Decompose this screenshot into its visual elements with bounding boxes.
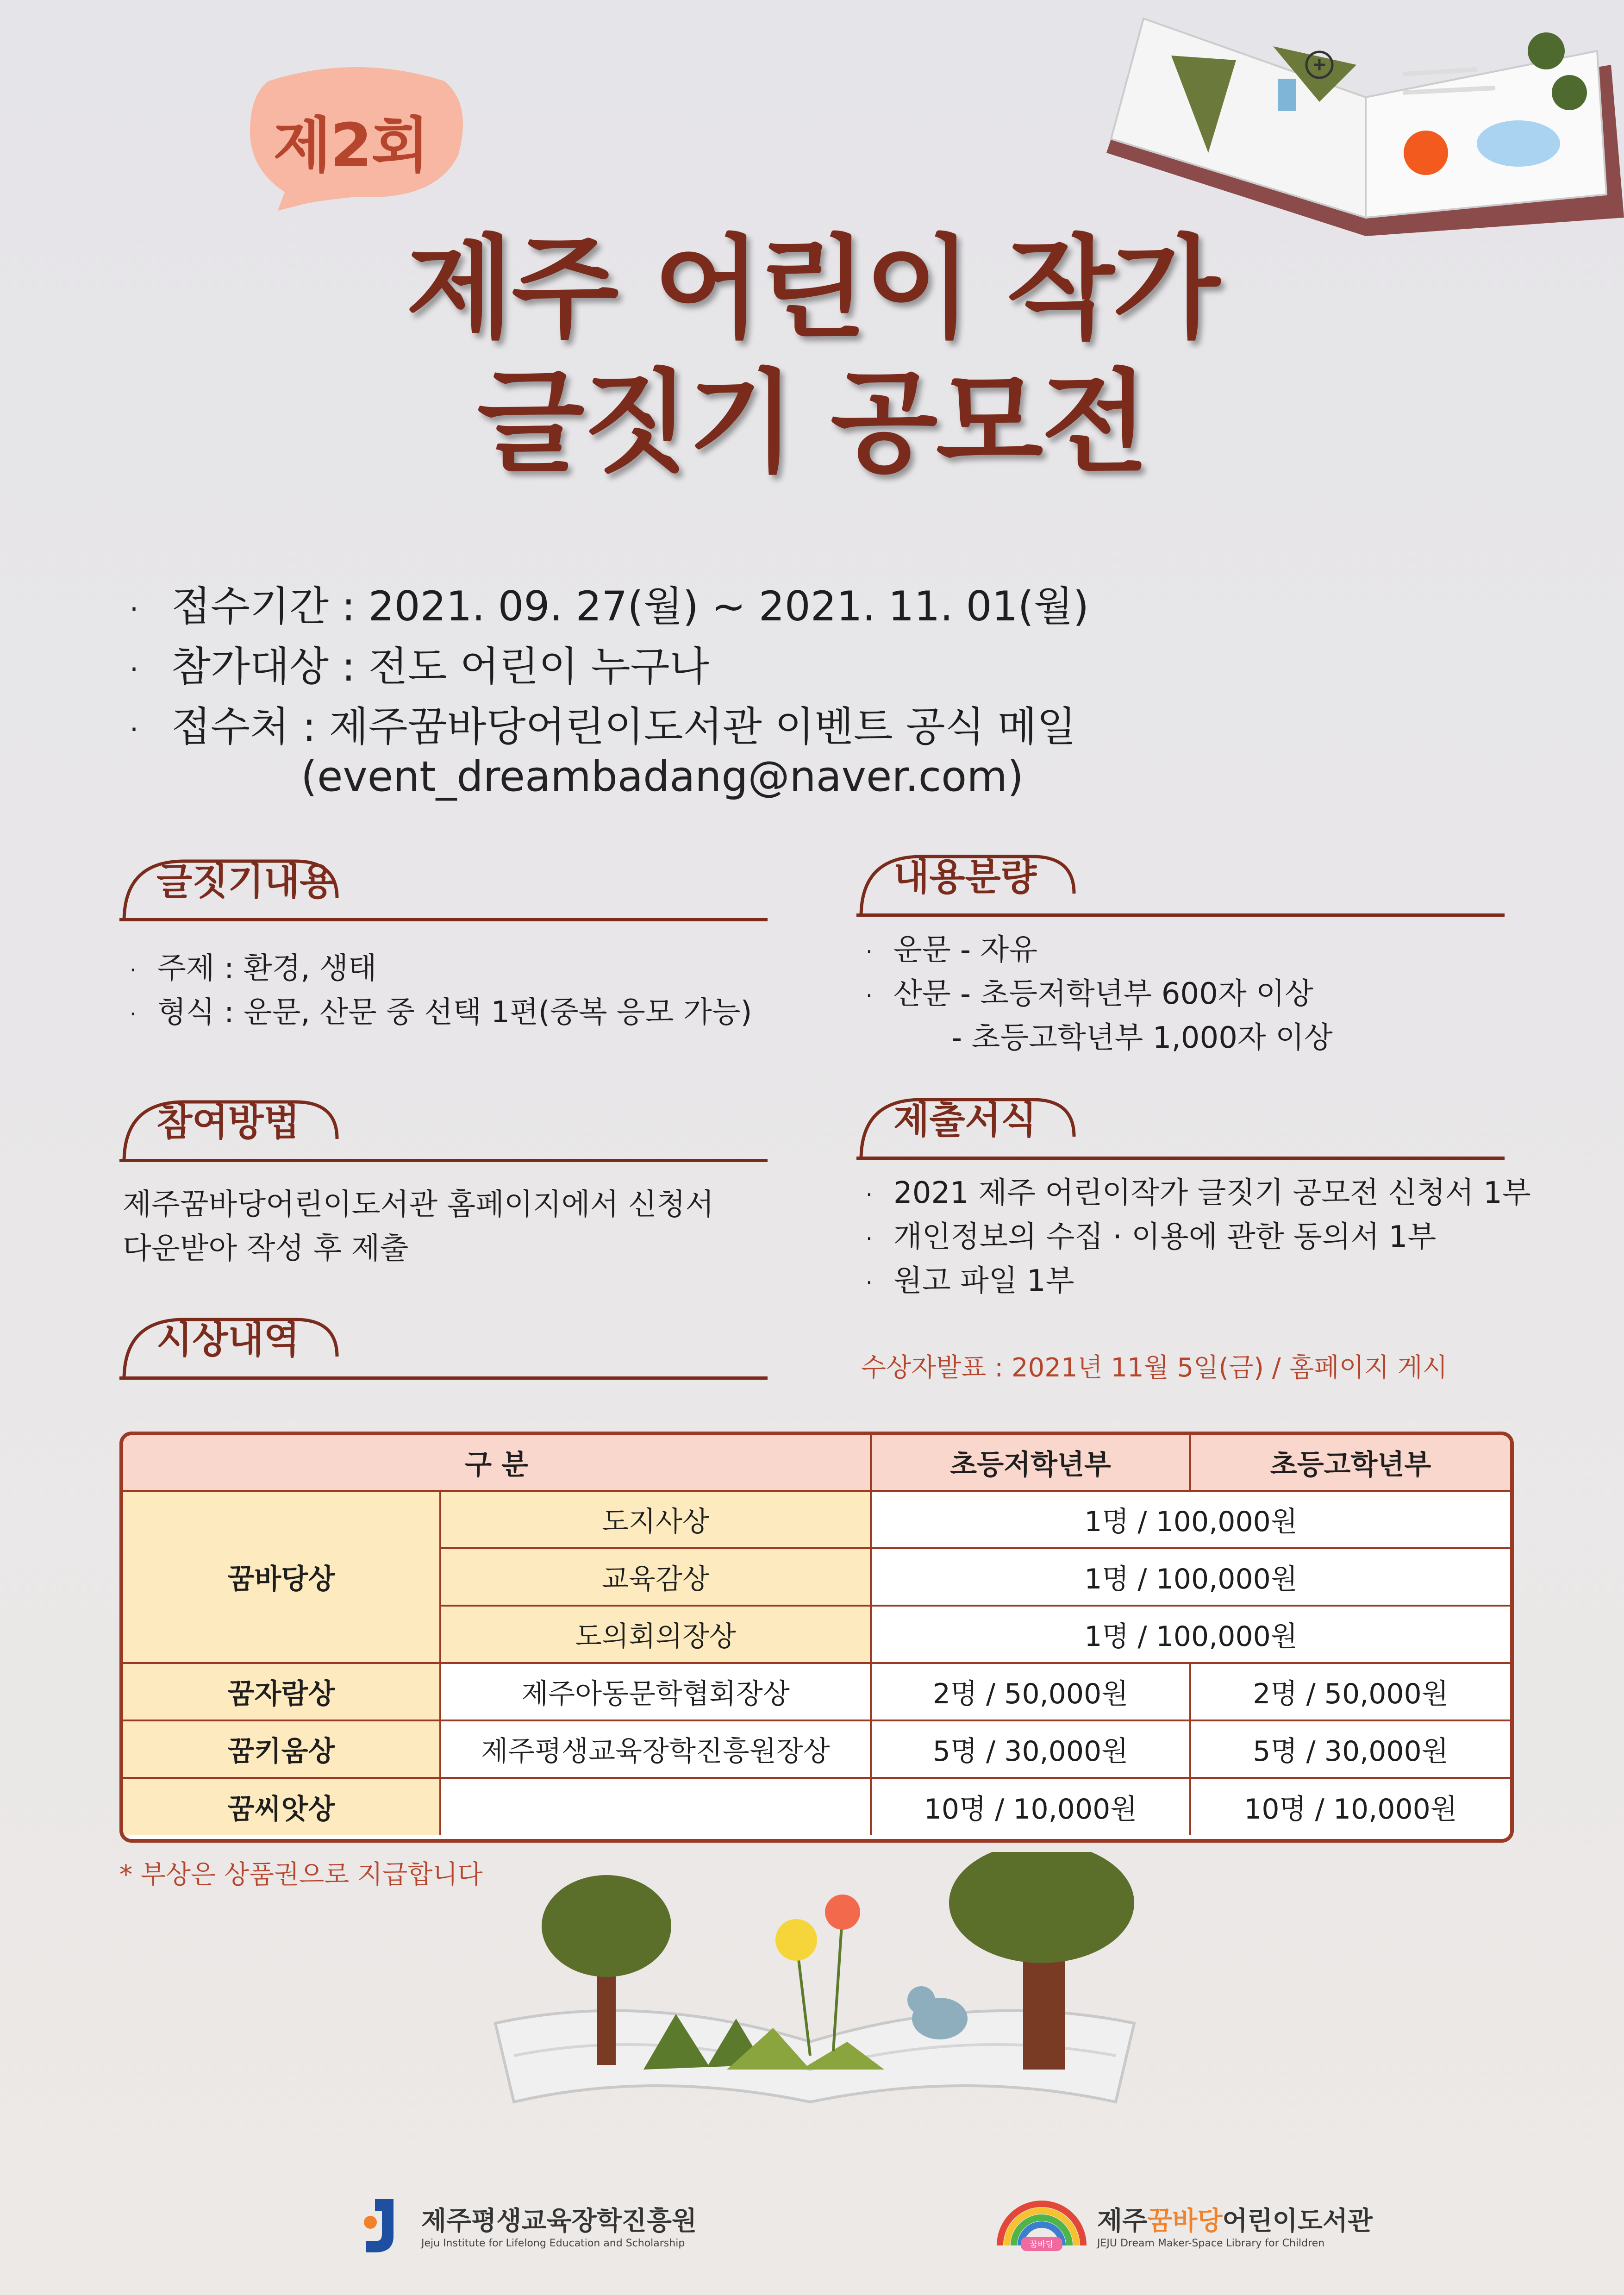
table-header-lower: 초등저학년부 <box>872 1435 1191 1492</box>
format-item: · 원고 파일 1부 <box>866 1264 1074 1298</box>
item-text: 원고 파일 1부 <box>893 1264 1074 1298</box>
section-title: 내용분량 <box>893 856 1037 899</box>
section-divider <box>856 1157 1505 1160</box>
prize-value-merged: 1명 / 100,000원 <box>872 1492 1510 1549</box>
group-cell: 꿈자람상 <box>123 1664 441 1721</box>
info-item-target: · 참가대상 : 전도 어린이 누구나 <box>130 643 709 690</box>
info-text: 접수처 : 제주꿈바당어린이도서관 이벤트 공식 메일 <box>171 703 1076 750</box>
format-item: · 개인정보의 수집 · 이용에 관한 동의서 1부 <box>866 1220 1437 1254</box>
library-name-highlight: 꿈바당 <box>1147 2206 1223 2236</box>
title-line-2: 글짓기 공모전 <box>477 358 1147 488</box>
item-text: 주제 : 환경, 생태 <box>157 951 377 986</box>
prize-value-lower: 2명 / 50,000원 <box>872 1664 1191 1721</box>
section-title: 시상내역 <box>156 1319 300 1362</box>
info-text: 접수기간 : 2021. 09. 27(월) ~ 2021. 11. 01(월) <box>171 582 1089 630</box>
prize-value-merged: 1명 / 100,000원 <box>872 1607 1510 1664</box>
item-text: 형식 : 운문, 산문 중 선택 1편(중복 응모 가능) <box>157 995 752 1030</box>
award-cell: 교육감상 <box>441 1549 872 1607</box>
section-head-format <box>856 1090 1505 1160</box>
prize-value-upper: 5명 / 30,000원 <box>1191 1721 1510 1779</box>
item-text: 2021 제주 어린이작가 글짓기 공모전 신청서 1부 <box>893 1176 1531 1210</box>
section-divider <box>119 1376 768 1380</box>
section-title: 참여방법 <box>156 1101 300 1144</box>
info-text: 참가대상 : 전도 어린이 누구나 <box>171 643 709 690</box>
table-header-category: 구 분 <box>123 1435 872 1492</box>
award-cell: 제주평생교육장학진흥원장상 <box>441 1721 872 1779</box>
section-title: 제출서식 <box>893 1099 1037 1142</box>
section-title: 글짓기내용 <box>156 860 336 903</box>
section-divider <box>119 1159 768 1162</box>
award-cell: 도의회의장상 <box>441 1607 872 1664</box>
library-logo <box>995 2195 1373 2255</box>
length-subitem: - 초등고학년부 1,000자 이상 <box>951 1021 1333 1055</box>
prize-value-merged: 1명 / 100,000원 <box>872 1549 1510 1607</box>
institute-name: 제주평생교육장학진흥원 <box>421 2206 697 2236</box>
title-line-1: 제주 어린이 작가 <box>406 224 1218 353</box>
info-item-submission: · 접수처 : 제주꿈바당어린이도서관 이벤트 공식 메일 <box>130 703 1076 750</box>
section-head-content <box>119 852 768 921</box>
group-cell: 꿈키움상 <box>123 1721 441 1779</box>
method-line: 다운받아 작성 후 제출 <box>123 1232 409 1266</box>
rainbow-emblem-icon <box>995 2195 1088 2255</box>
info-item-period: · 접수기간 : 2021. 09. 27(월) ~ 2021. 11. 01(월) <box>130 582 1089 630</box>
item-text: 운문 - 자유 <box>893 933 1038 967</box>
group-cell: 꿈바당상 <box>123 1492 441 1664</box>
group-cell: 꿈씨앗상 <box>123 1779 441 1835</box>
content-item: · 주제 : 환경, 생태 <box>130 951 377 986</box>
prize-value-upper: 10명 / 10,000원 <box>1244 1793 1457 1826</box>
library-badge-text: 꿈바당 <box>1029 2240 1054 2250</box>
announcement-date: 수상자발표 : 2021년 11월 5일(금) / 홈페이지 게시 <box>861 1353 1448 1383</box>
library-subtitle: JEJU Dream Maker-Space Library for Children <box>1097 2237 1325 2249</box>
content-item: · 형식 : 운문, 산문 중 선택 1편(중복 응모 가능) <box>130 995 752 1030</box>
library-name-part: 제주 <box>1097 2206 1148 2236</box>
submission-email[interactable]: (event_dreambadang@naver.com) <box>301 752 1024 801</box>
table-header-upper: 초등고학년부 <box>1191 1435 1510 1492</box>
section-divider <box>856 913 1505 917</box>
library-name-part: 어린이도서관 <box>1222 2206 1373 2236</box>
section-head-awards <box>119 1310 768 1380</box>
institute-subtitle: Jeju Institute for Lifelong Education and Scholarship <box>421 2237 685 2249</box>
prize-value-lower: 5명 / 30,000원 <box>872 1721 1191 1779</box>
item-text: 산문 - 초등저학년부 600자 이상 <box>893 977 1313 1011</box>
section-head-length <box>856 847 1505 917</box>
format-item: · 2021 제주 어린이작가 글짓기 공모전 신청서 1부 <box>866 1176 1531 1210</box>
round-label: 제2회 <box>273 110 429 181</box>
book-tree-illustration <box>477 1852 1153 2111</box>
method-line: 제주꿈바당어린이도서관 홈페이지에서 신청서 <box>123 1188 714 1222</box>
section-head-method <box>119 1093 768 1162</box>
item-text: 개인정보의 수집 · 이용에 관한 동의서 1부 <box>893 1220 1437 1254</box>
prize-table <box>119 1432 1514 1843</box>
award-cell: 제주아동문학협회장상 <box>441 1664 872 1721</box>
prize-value-lower: 10명 / 10,000원 <box>872 1779 1191 1835</box>
institute-emblem-icon <box>361 2195 412 2255</box>
award-cell: 도지사상 <box>441 1492 872 1549</box>
section-divider <box>119 918 768 921</box>
prize-value-upper: 2명 / 50,000원 <box>1191 1664 1510 1721</box>
award-cell <box>441 1779 872 1835</box>
institute-logo <box>361 2195 697 2255</box>
length-item: · 운문 - 자유 <box>866 933 1038 967</box>
length-item: · 산문 - 초등저학년부 600자 이상 <box>866 977 1313 1011</box>
prize-note: * 부상은 상품권으로 지급합니다 <box>119 1860 483 1890</box>
